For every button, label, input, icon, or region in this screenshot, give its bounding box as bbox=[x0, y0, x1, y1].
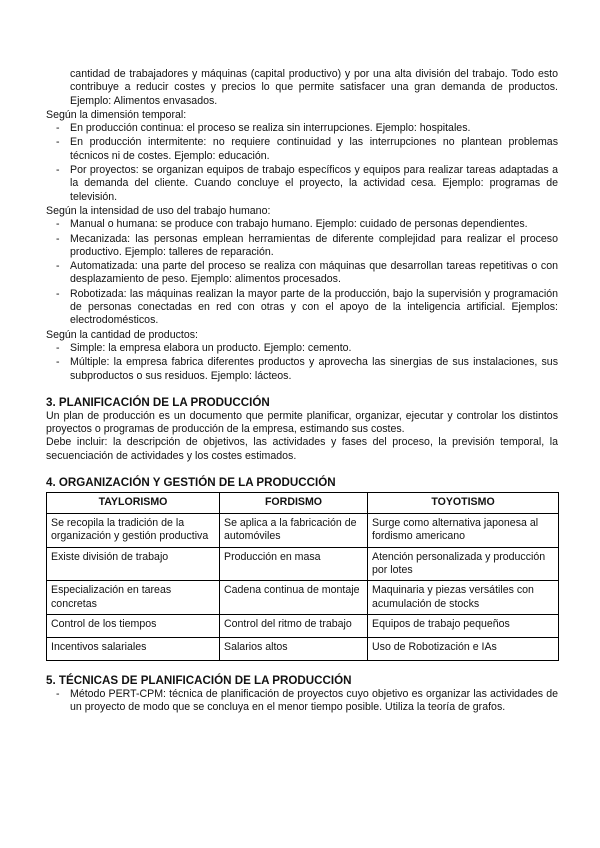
header-fordismo: FORDISMO bbox=[220, 493, 368, 514]
table-cell: Se recopila la tradición de la organización y gestión productiva bbox=[47, 514, 220, 548]
section-4-heading: 4. ORGANIZACIÓN Y GESTIÓN DE LA PRODUCCIÓN bbox=[46, 476, 336, 490]
list-item: - Manual o humana: se produce con trabajo humano. Ejemplo: cuidado de personas dependientes. bbox=[46, 218, 558, 231]
header-taylorismo: TAYLORISMO bbox=[47, 493, 220, 514]
table-cell: Existe división de trabajo bbox=[47, 547, 220, 581]
list-item: - En producción continua: el proceso se realiza sin interrupciones. Ejemplo: hospitales. bbox=[46, 122, 558, 135]
table-cell: Equipos de trabajo pequeños bbox=[368, 614, 559, 637]
table-row bbox=[47, 547, 559, 581]
human-work-label: Según la intensidad de uso del trabajo humano: bbox=[46, 204, 271, 217]
temporal-label: Según la dimensión temporal: bbox=[46, 108, 187, 121]
temporal-list bbox=[46, 122, 558, 204]
table-cell: Uso de Robotización e IAs bbox=[368, 637, 559, 660]
table-row bbox=[47, 581, 559, 615]
intro-continuation: cantidad de trabajadores y máquinas (capital productivo) y por una alta división del trabajo. Todo esto contribuye a reducir costes y precios lo que permite satisfacer una gran demanda de productos. Ejemplo: Alimentos envasados. bbox=[70, 68, 558, 107]
list-item: - Por proyectos: se organizan equipos de trabajo específicos y equipos para realizar tareas adaptadas a la demanda del cliente. Cuando concluye el proyecto, la actividad cesa. Ejemplo: programas de televisión. bbox=[46, 164, 558, 204]
product-count-label: Según la cantidad de productos: bbox=[46, 328, 198, 341]
section-3-paragraph-2: Debe incluir: la descripción de objetivos, las actividades y fases del proceso, la previsión temporal, la secuenciación de actividades y los costes estimados. bbox=[46, 436, 558, 462]
list-item: - Robotizada: las máquinas realizan la mayor parte de la producción, bajo la supervisión y programación de personas conectadas en red con otras y con el apoyo de la inteligencia artificial. Ejemplos: electrodomésticos. bbox=[46, 288, 558, 328]
document-page bbox=[46, 68, 558, 715]
list-item: - Mecanizada: las personas emplean herramientas de diferente complejidad para realizar el proceso productivo. Ejemplo: talleres de reparación. bbox=[46, 233, 558, 260]
table-cell: Cadena continua de montaje bbox=[220, 581, 368, 615]
list-item: - Simple: la empresa elabora un producto. Ejemplo: cemento. bbox=[46, 342, 558, 355]
table-header-row bbox=[47, 493, 559, 514]
table-row bbox=[47, 637, 559, 660]
list-item: - Múltiple: la empresa fabrica diferentes productos y aprovecha las sinergias de sus instalaciones, sus subproductos o sus residuos. Ejemplo: lácteos. bbox=[46, 356, 558, 383]
section-3-heading: 3. PLANIFICACIÓN DE LA PRODUCCIÓN bbox=[46, 395, 270, 409]
human-work-list bbox=[46, 218, 558, 327]
table-row bbox=[47, 514, 559, 548]
table-cell: Incentivos salariales bbox=[47, 637, 220, 660]
section-3-paragraph-1: Un plan de producción es un documento que permite planificar, organizar, ejecutar y controlar los distintos proyectos o programas de producción de la empresa, estimando sus costes. bbox=[46, 409, 558, 436]
production-models-table bbox=[46, 492, 559, 661]
table-cell: Especialización en tareas concretas bbox=[47, 581, 220, 615]
table-cell: Surge como alternativa japonesa al fordismo americano bbox=[368, 514, 559, 548]
table-cell: Maquinaria y piezas versátiles con acumulación de stocks bbox=[368, 581, 559, 615]
table-cell: Se aplica a la fabricación de automóviles bbox=[220, 514, 368, 548]
section-5-list bbox=[46, 688, 558, 715]
header-toyotismo: TOYOTISMO bbox=[368, 493, 559, 514]
table-cell: Salarios altos bbox=[220, 637, 368, 660]
list-item: - Automatizada: una parte del proceso se realiza con máquinas que desarrollan tareas repetitivas o con desplazamiento de peso. Ejemplo: alimentos procesados. bbox=[46, 260, 558, 287]
table-cell: Control de los tiempos bbox=[47, 614, 220, 637]
table-row bbox=[47, 614, 559, 637]
section-5-heading: 5. TÉCNICAS DE PLANIFICACIÓN DE LA PRODUCCIÓN bbox=[46, 673, 352, 687]
list-item: - Método PERT-CPM: técnica de planificación de proyectos cuyo objetivo es organizar las actividades de un proyecto de modo que se concluya en el menor tiempo posible. Utiliza la teoría de grafos. bbox=[46, 688, 558, 715]
product-count-list bbox=[46, 342, 558, 383]
table-cell: Control del ritmo de trabajo bbox=[220, 614, 368, 637]
list-item: - En producción intermitente: no requiere continuidad y las interrupciones no plantean problemas técnicos ni de costes. Ejemplo: educación. bbox=[46, 136, 558, 163]
table-cell: Producción en masa bbox=[220, 547, 368, 581]
table-cell: Atención personalizada y producción por lotes bbox=[368, 547, 559, 581]
